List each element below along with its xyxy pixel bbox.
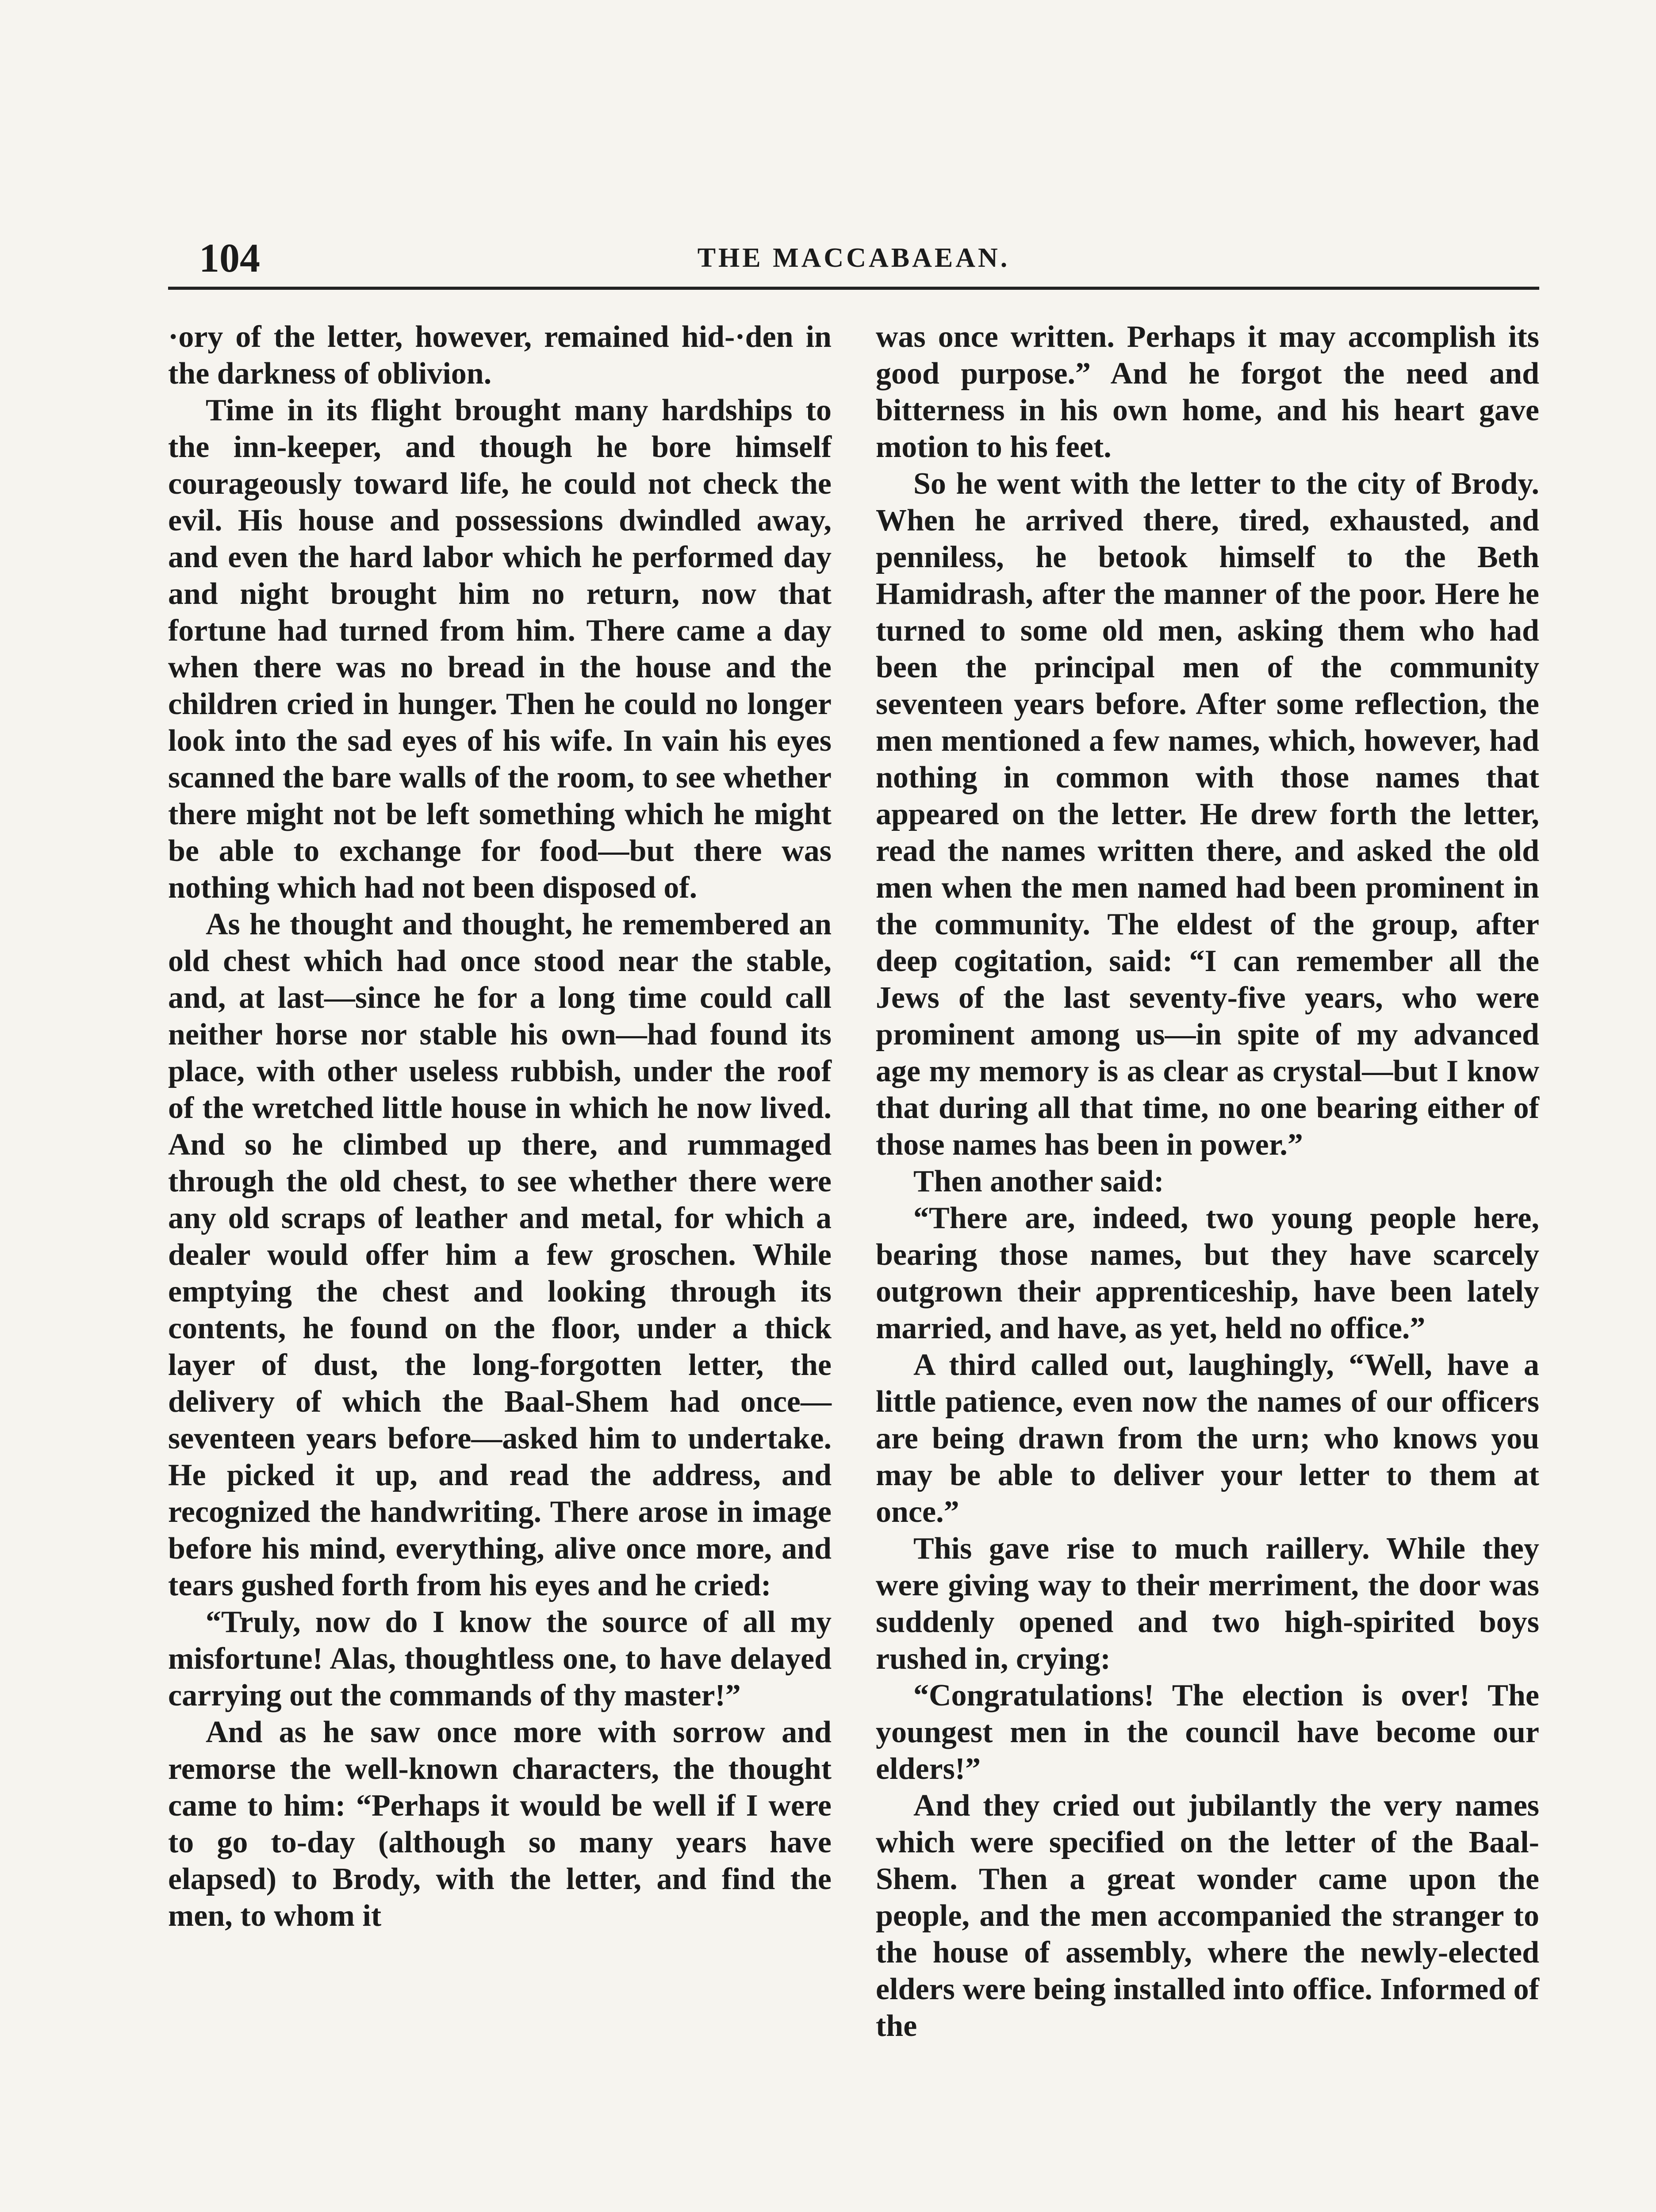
paragraph: “Truly, now do I know the source of all my misfortune! Alas, thoughtless one, to have delayed carrying out the commands of thy master!” (168, 1605, 832, 1713)
header-rule (168, 287, 1539, 290)
right-column (876, 319, 1539, 2044)
paragraph: “Congratulations! The election is over! The youngest men in the council have become our elders!” (876, 1678, 1539, 1786)
running-title: THE MACCABAEAN. (697, 243, 1010, 273)
paragraph: ·ory of the letter, however, remained hid-·den in the darkness of oblivion. (168, 320, 832, 391)
paragraph: was once written. Perhaps it may accomplish its good purpose.” And he forgot the need and bitterness in his own home, and his heart gave motion to his feet. (876, 320, 1539, 464)
page-header (168, 234, 1539, 283)
paragraph: And as he saw once more with sorrow and remorse the well-known characters, the thought came to him: “Perhaps it would be well if I were to go to-day (although so many years have elapsed) to Brody, with the letter, and find the men, to whom it (168, 1715, 832, 1933)
page-number: 104 (199, 235, 260, 280)
paragraph: So he went with the letter to the city of Brody. When he arrived there, tired, exhausted, and penniless, he betook himself to the Beth Hamidrash, after the manner of the poor. Here he turned to some old men, asking them who had been the principal men of the community seventeen years before. After some reflection, the men mentioned a few names, which, however, had nothing in common with those names that appeared on the letter. He drew forth the letter, read the names written there, and asked the old men when the men named had been prominent in the community. The eldest of the group, after deep cogitation, said: “I can remember all the Jews of the last seventy-five years, who were prominent among us—in spite of my advanced age my memory is as clear as crystal—but I know that during all that time, no one bearing either of those names has been in power.” (876, 467, 1539, 1162)
left-column (168, 319, 832, 1934)
paragraph: As he thought and thought, he remembered an old chest which had once stood near the stable, and, at last—since he for a long time could call neither horse nor stable his own—had found its place, with other useless rubbish, under the roof of the wretched little house in which he now lived. And so he climbed up there, and rummaged through the old chest, to see whether there were any old scraps of leather and metal, for which a dealer would offer him a few groschen. While emptying the chest and looking through its contents, he found on the floor, under a thick layer of dust, the long-forgotten letter, the delivery of which the Baal-Shem had once—seventeen years before—asked him to undertake. He picked it up, and read the address, and recognized the handwriting. There arose in image before his mind, everything, alive once more, and tears gushed forth from his eyes and he cried: (168, 907, 832, 1602)
paragraph: “There are, indeed, two young people here, bearing those names, but they have scarcely outgrown their apprenticeship, have been lately married, and have, as yet, held no office.” (876, 1201, 1539, 1345)
text-columns (168, 319, 1539, 2212)
paragraph: Time in its flight brought many hardships to the inn-keeper, and though he bore himself courageously toward life, he could not check the evil. His house and possessions dwindled away, and even the hard labor which he performed day and night brought him no return, now that fortune had turned from him. There came a day when there was no bread in the house and the children cried in hunger. Then he could no longer look into the sad eyes of his wife. In vain his eyes scanned the bare walls of the room, to see whether there might not be left something which he might be able to exchange for food—but there was nothing which had not been disposed of. (168, 393, 832, 905)
paragraph: This gave rise to much raillery. While they were giving way to their merriment, the door was suddenly opened and two high-spirited boys rushed in, crying: (876, 1532, 1539, 1676)
paragraph: Then another said: (913, 1164, 1164, 1198)
paragraph: And they cried out jubilantly the very names which were specified on the letter of the Baal-Shem. Then a great wonder came upon the people, and the men accompanied the stranger to the house of assembly, where the newly-elected elders were being installed into office. Informed of the (876, 1789, 1539, 2043)
paragraph: A third called out, laughingly, “Well, have a little patience, even now the names of our officers are being drawn from the urn; who knows you may be able to deliver your letter to them at once.” (876, 1348, 1539, 1529)
